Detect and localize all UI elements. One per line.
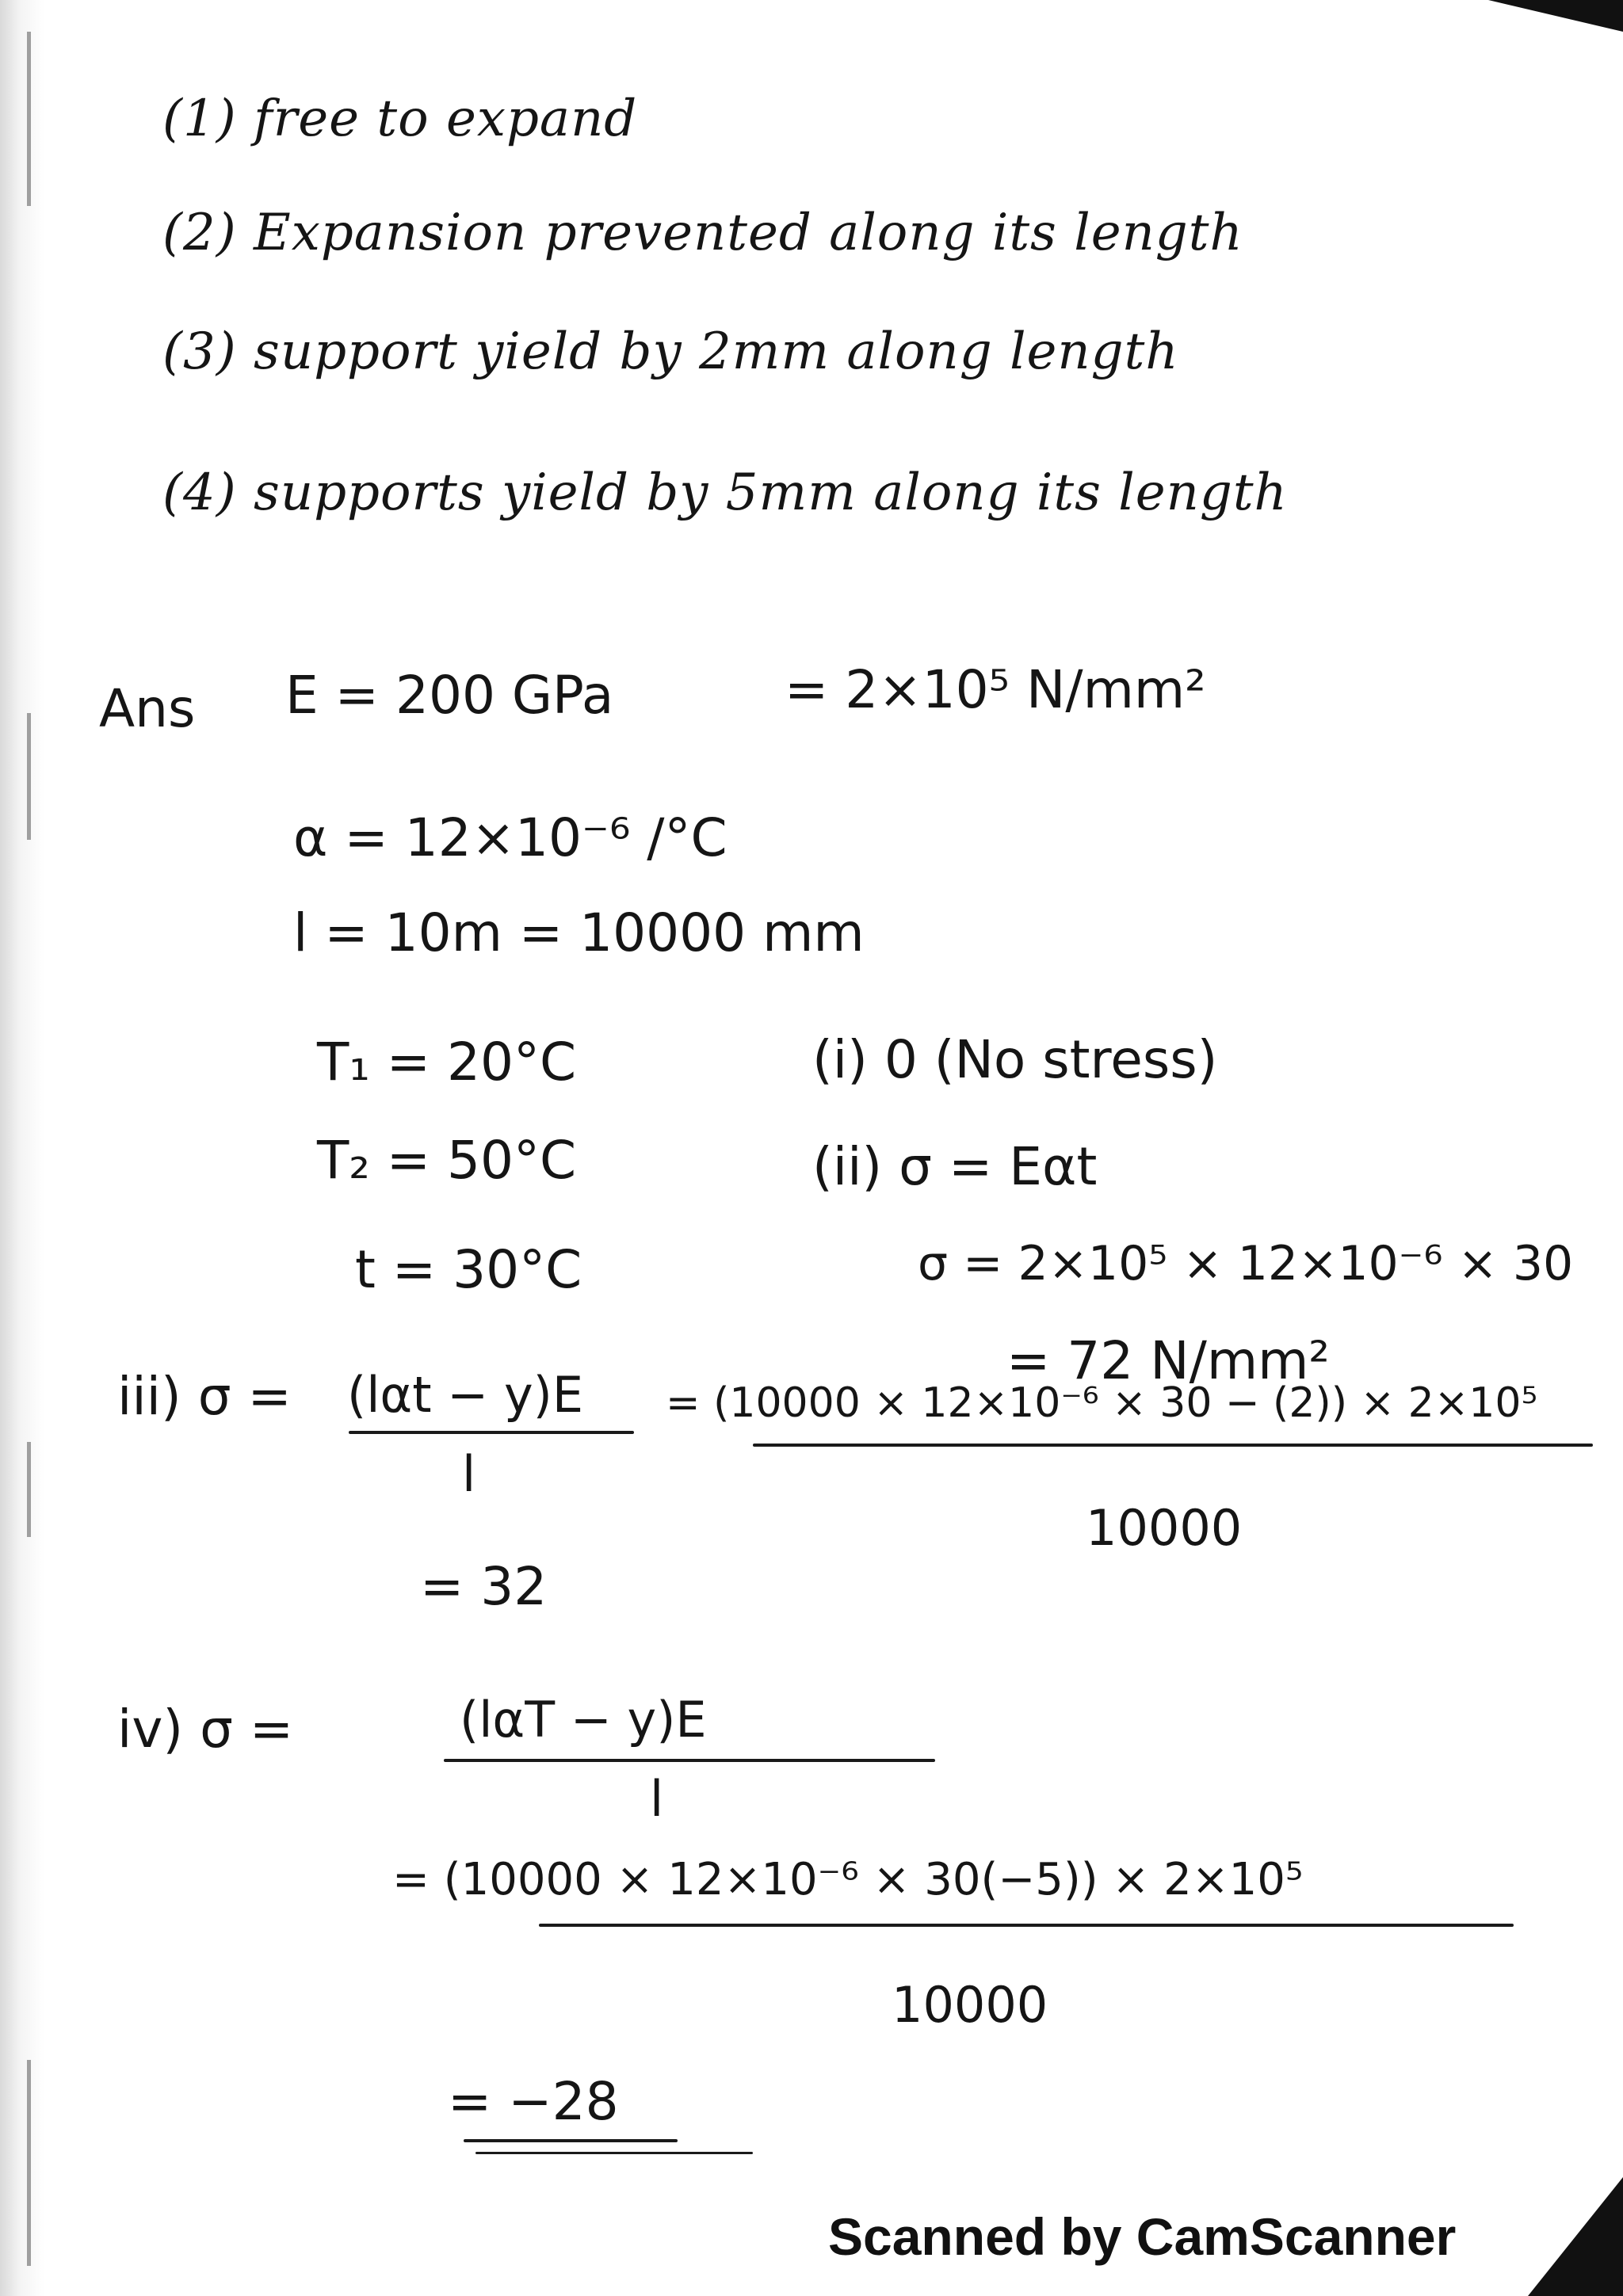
case-3-result: = 32: [420, 1556, 548, 1617]
page-left-edge: [0, 0, 44, 2296]
case-3-numerator: (lαt − y)E: [347, 1366, 584, 1424]
case-4-lhs: iv) σ =: [117, 1699, 294, 1760]
given-t: t = 30°C: [355, 1239, 582, 1300]
case-3-lhs: iii) σ =: [117, 1366, 292, 1427]
answer-label: Ans: [99, 678, 196, 739]
case-4-text: (4) supports yield by 5mm along its length: [162, 463, 1288, 522]
binding-mark: [27, 713, 31, 840]
binding-mark: [27, 2060, 31, 2266]
case-4-result-underline: [464, 2139, 678, 2142]
case-2-text: (2) Expansion prevented along its length: [162, 204, 1243, 262]
given-t2: T₂ = 50°C: [317, 1130, 577, 1191]
given-t1: T₁ = 20°C: [317, 1032, 577, 1093]
case-3-substituted-numerator: = (10000 × 12×10⁻⁶ × 30 − (2)) × 2×10⁵: [666, 1379, 1538, 1427]
case-4-fraction-bar: [444, 1759, 935, 1762]
case-1-answer: (i) 0 (No stress): [812, 1029, 1218, 1090]
scanner-watermark: Scanned by CamScanner: [828, 2207, 1457, 2266]
binding-mark: [27, 1442, 31, 1537]
case-3-substituted-denominator: 10000: [1086, 1499, 1243, 1557]
case-4-substituted-fraction-bar: [539, 1924, 1514, 1927]
given-length: l = 10m = 10000 mm: [293, 902, 865, 963]
case-3-denominator: l: [462, 1445, 476, 1503]
case-2-result: = 72 N/mm²: [1006, 1330, 1330, 1391]
page-corner-shadow: [1488, 0, 1623, 32]
given-modulus: E = 200 GPa: [285, 665, 614, 726]
case-2-formula: (ii) σ = Eαt: [812, 1136, 1098, 1197]
case-3-text: (3) support yield by 2mm along length: [162, 322, 1179, 381]
case-4-result: = −28: [448, 2071, 619, 2132]
case-4-substituted-denominator: 10000: [892, 1976, 1048, 2034]
case-3-fraction-bar: [349, 1431, 634, 1434]
given-modulus-converted: = 2×10⁵ N/mm²: [785, 659, 1206, 720]
case-4-denominator: l: [650, 1770, 664, 1828]
page-corner-shadow: [1528, 2177, 1623, 2296]
case-4-substituted-numerator: = (10000 × 12×10⁻⁶ × 30(−5)) × 2×10⁵: [392, 1854, 1304, 1905]
case-4-result-underline: [475, 2152, 753, 2154]
case-4-numerator: (lαT − y)E: [460, 1691, 707, 1749]
case-2-substitution: σ = 2×10⁵ × 12×10⁻⁶ × 30: [918, 1236, 1574, 1291]
case-3-substituted-fraction-bar: [753, 1444, 1593, 1447]
case-1-text: (1) free to expand: [162, 90, 638, 148]
given-alpha: α = 12×10⁻⁶ /°C: [293, 807, 727, 868]
binding-mark: [27, 32, 31, 206]
